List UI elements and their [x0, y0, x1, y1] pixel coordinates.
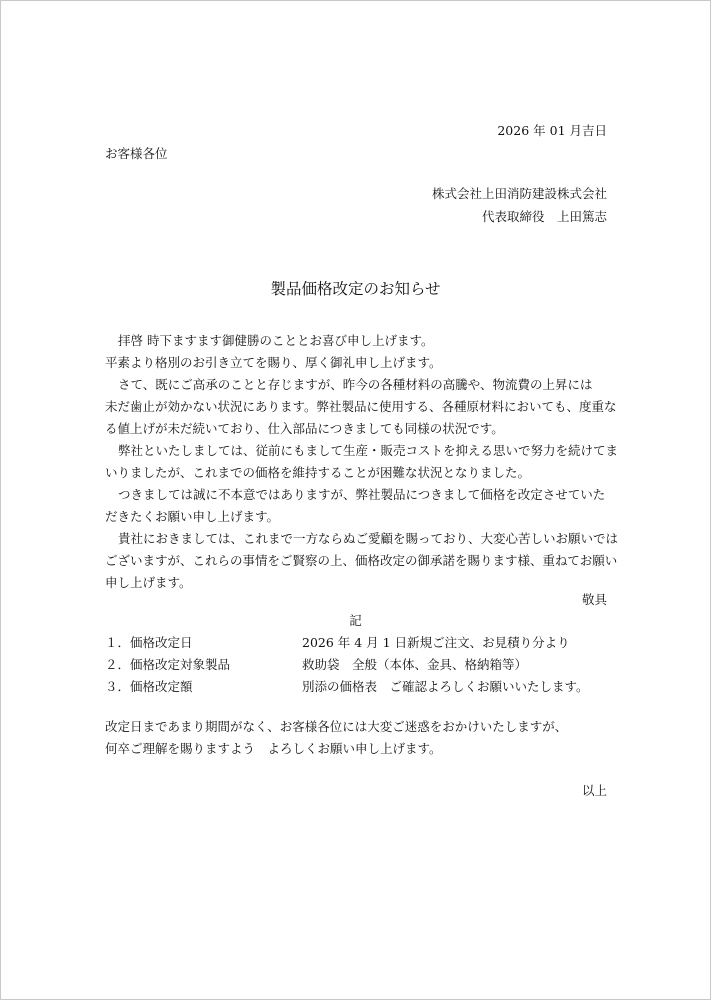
body-line: さて、既にご高承のことと存じますが、昨今の各種材料の高騰や、物流費の上昇には: [118, 377, 593, 392]
sender-company: 株式会社上田消防建設株式会社: [431, 186, 607, 201]
document-date: 2026 年 01 月吉日: [497, 123, 607, 138]
item-value: 別添の価格表 ご確認よろしくお願いいたします。: [302, 679, 589, 694]
footer-line: 改定日まであまり期間がなく、お客様各位には大変ご迷惑をおかけいたしますが、: [105, 719, 568, 734]
item-value: 2026 年 4 月 1 日新規ご注文、お見積り分より: [302, 635, 570, 650]
body-line: 貴社におきましては、これまで一方ならぬご愛顧を賜っており、大変心苦しいお願いでは: [118, 531, 619, 546]
sender-representative: 代表取締役 上田篤志: [481, 209, 607, 224]
body-line: ございますが、これらの事情をご賢察の上、価格改定の御承諾を賜ります様、重ねてお願い: [105, 553, 618, 568]
recipient: お客様各位: [105, 146, 168, 161]
body-line: だきたくお願い申し上げます。: [105, 509, 280, 524]
body-line: 弊社といたしましては、従前にもまして生産・販売コストを抑える思いで努力を続けてま: [118, 443, 619, 458]
item-label: １．価格改定日: [105, 635, 193, 650]
body-line: 平素より格別のお引き立てを賜り、厚く御礼申し上げます。: [105, 355, 442, 370]
ki-heading: 記: [349, 613, 362, 628]
body-line: 拝啓 時下ますます御健勝のこととお喜び申し上げます。: [118, 333, 434, 348]
body-line: 申し上げます。: [105, 575, 192, 590]
footer-line: 何卒ご理解を賜りますよう よろしくお願い申し上げます。: [105, 741, 442, 756]
item-label: ３．価格改定額: [105, 679, 193, 694]
closing-keigu: 敬具: [581, 592, 607, 607]
body-line: 未だ歯止が効かない状況にあります。弊社製品に使用する、各種原材料においても、度重な: [105, 399, 617, 414]
document-title: 製品価格改定のお知らせ: [270, 280, 441, 298]
body-line: つきましては誠に不本意ではありますが、弊社製品につきまして価格を改定させていた: [118, 487, 606, 502]
item-label: ２．価格改定対象製品: [105, 657, 231, 672]
item-value: 救助袋 全般（本体、金具、格納箱等）: [302, 657, 528, 672]
body-line: いりましたが、これまでの価格を維持することが困難な状況となりました。: [105, 465, 531, 480]
body-line: る値上げが未だ続いており、仕入部品につきましても同様の状況です。: [105, 421, 504, 436]
ijo: 以上: [581, 783, 607, 798]
